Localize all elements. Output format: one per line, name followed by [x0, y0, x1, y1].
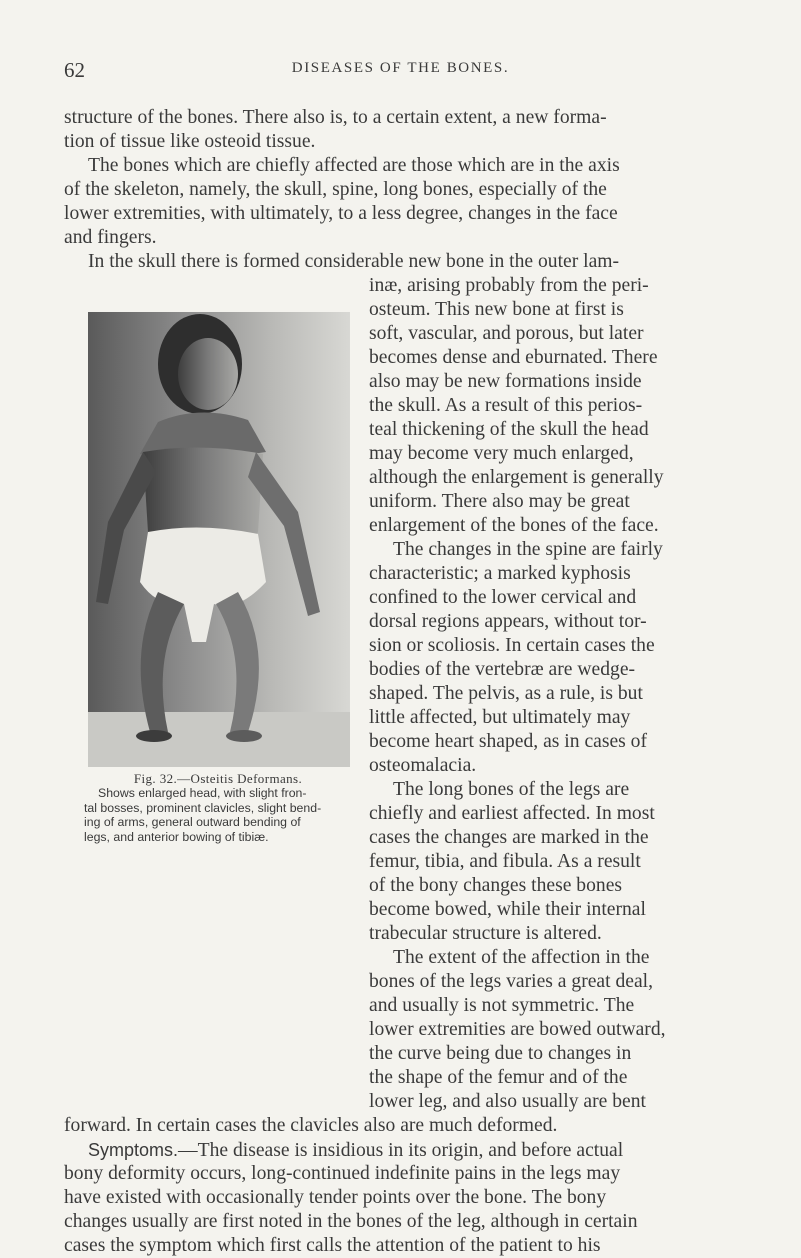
text-line: In the skull there is formed considerable new bone in the outer lam- — [88, 251, 620, 272]
page-number: 62 — [64, 58, 85, 82]
figure-caption-line: Shows enlarged head, with slight fron- — [98, 786, 307, 801]
text-line: have existed with occasionally tender points over the bone. The bony — [64, 1187, 607, 1208]
text-line: structure of the bones. There also is, to a certain extent, a new forma- — [64, 107, 607, 128]
running-title: DISEASES OF THE BONES. — [291, 60, 510, 76]
text-line: dorsal regions appears, without tor- — [369, 611, 647, 632]
text-line: The extent of the affection in the — [393, 947, 650, 968]
text-line: The long bones of the legs are — [393, 779, 630, 800]
text-line: osteomalacia. — [369, 755, 477, 776]
text-line: shaped. The pelvis, as a rule, is but — [369, 683, 643, 704]
text-line: confined to the lower cervical and — [369, 587, 637, 608]
text-line: uniform. There also may be great — [369, 491, 630, 512]
text-line: the curve being due to changes in — [369, 1043, 632, 1064]
text-line: changes usually are first noted in the bones of the leg, although in certain — [64, 1211, 638, 1232]
figure-caption-line: ing of arms, general outward bending of — [84, 815, 301, 830]
symptoms-first-line: —The disease is insidious in its origin, and before actual — [178, 1140, 624, 1161]
text-line: the shape of the femur and of the — [369, 1067, 628, 1088]
text-line: soft, vascular, and porous, but later — [369, 323, 644, 344]
text-line: cases the changes are marked in the — [369, 827, 649, 848]
section-heading-symptoms: Symptoms. — [88, 1140, 179, 1160]
text-line: and usually is not symmetric. The — [369, 995, 635, 1016]
page-header — [0, 58, 801, 84]
patient-photo — [88, 312, 350, 767]
text-line: bones of the legs varies a great deal, — [369, 971, 653, 992]
text-line: tion of tissue like osteoid tissue. — [64, 131, 316, 152]
text-line: become heart shaped, as in cases of — [369, 731, 648, 752]
text-line: chiefly and earliest affected. In most — [369, 803, 655, 824]
text-line: may become very much enlarged, — [369, 443, 634, 464]
figure-caption-line: legs, and anterior bowing of tibiæ. — [84, 829, 269, 844]
text-line: The bones which are chiefly affected are those which are in the axis — [88, 155, 620, 176]
photo-floor — [88, 712, 350, 767]
text-line: although the enlargement is generally — [369, 467, 664, 488]
symptoms-paragraph-start — [88, 1138, 623, 1163]
text-line: little affected, but ultimately may — [369, 707, 631, 728]
text-line: femur, tibia, and fibula. As a result — [369, 851, 641, 872]
text-line: trabecular structure is altered. — [369, 923, 602, 944]
text-line: lower leg, and also usually are bent — [369, 1091, 646, 1112]
text-line: sion or scoliosis. In certain cases the — [369, 635, 655, 656]
text-line: lower extremities are bowed outward, — [369, 1019, 666, 1040]
text-line: bodies of the vertebræ are wedge- — [369, 659, 636, 680]
text-line: of the bony changes these bones — [369, 875, 623, 896]
text-line: become bowed, while their internal — [369, 899, 646, 920]
text-line: lower extremities, with ultimately, to a less degree, changes in the face — [64, 203, 618, 224]
text-line: The changes in the spine are fairly — [393, 539, 663, 560]
figure-caption — [84, 772, 352, 844]
text-line: also may be new formations inside — [369, 371, 642, 392]
text-line: bony deformity occurs, long-continued indefinite pains in the legs may — [64, 1163, 621, 1184]
figure-caption-title: Fig. 32.—Osteitis Deformans. — [133, 771, 303, 786]
text-line: cases the symptom which first calls the attention of the patient to his — [64, 1235, 601, 1256]
figure-caption-line: tal bosses, prominent clavicles, slight bend- — [84, 800, 322, 815]
text-line: characteristic; a marked kyphosis — [369, 563, 631, 584]
text-line: inæ, arising probably from the peri- — [369, 275, 649, 296]
text-line: becomes dense and eburnated. There — [369, 347, 658, 368]
text-line: enlargement of the bones of the face. — [369, 515, 659, 536]
text-line: osteum. This new bone at first is — [369, 299, 624, 320]
text-line: the skull. As a result of this perios- — [369, 395, 643, 416]
text-line: and fingers. — [64, 227, 157, 248]
text-line: of the skeleton, namely, the skull, spine, long bones, especially of the — [64, 179, 607, 200]
text-line: teal thickening of the skull the head — [369, 419, 649, 440]
figure-photograph — [88, 312, 350, 767]
text-line: forward. In certain cases the clavicles also are much deformed. — [64, 1115, 558, 1136]
